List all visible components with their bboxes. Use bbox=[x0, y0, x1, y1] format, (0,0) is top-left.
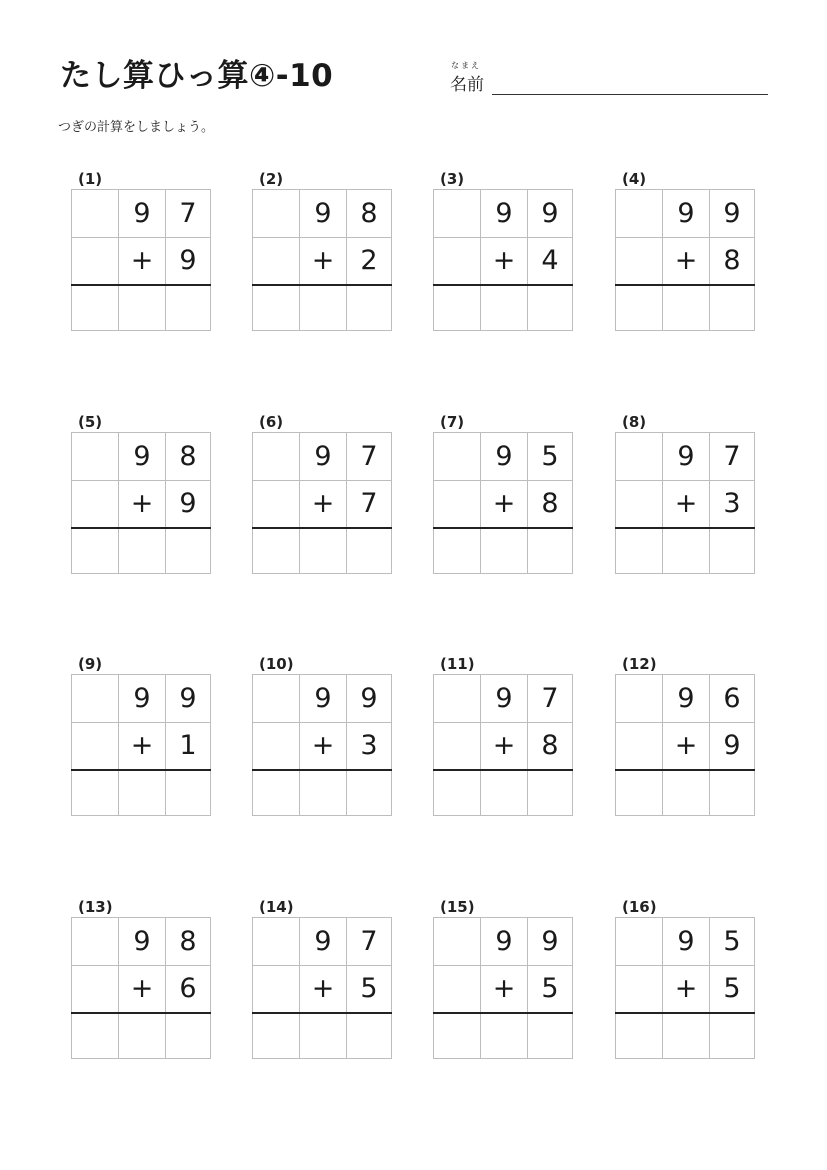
bottom-ones-digit: 9 bbox=[723, 729, 741, 761]
answer-ones-cell[interactable] bbox=[709, 528, 755, 574]
answer-hundreds-cell[interactable] bbox=[434, 528, 480, 574]
answer-tens-cell[interactable] bbox=[663, 528, 709, 574]
answer-ones-cell[interactable] bbox=[527, 770, 573, 816]
problem-label: (15) bbox=[440, 898, 475, 916]
top-tens-digit: 9 bbox=[677, 682, 695, 714]
problem-label: (16) bbox=[622, 898, 657, 916]
problem-label: (5) bbox=[78, 413, 103, 431]
answer-ones-cell[interactable] bbox=[346, 1013, 392, 1059]
problem-label: (10) bbox=[259, 655, 294, 673]
top-ones-digit: 8 bbox=[179, 440, 197, 472]
addition-grid bbox=[252, 674, 392, 816]
answer-hundreds-cell[interactable] bbox=[616, 1013, 662, 1059]
addition-grid bbox=[615, 189, 755, 331]
plus-sign: + bbox=[674, 729, 698, 761]
top-ones-digit: 9 bbox=[541, 197, 559, 229]
addition-grid bbox=[252, 917, 392, 1059]
problem-label: (6) bbox=[259, 413, 284, 431]
top-ones-digit: 8 bbox=[179, 925, 197, 957]
answer-tens-cell[interactable] bbox=[481, 770, 527, 816]
answer-hundreds-cell[interactable] bbox=[434, 285, 480, 331]
addition-grid bbox=[615, 432, 755, 574]
addition-grid bbox=[433, 674, 573, 816]
answer-hundreds-cell[interactable] bbox=[72, 528, 118, 574]
plus-sign: + bbox=[130, 487, 154, 519]
answer-tens-cell[interactable] bbox=[119, 1013, 165, 1059]
top-tens-digit: 9 bbox=[677, 197, 695, 229]
answer-ones-cell[interactable] bbox=[527, 1013, 573, 1059]
top-ones-digit: 9 bbox=[360, 682, 378, 714]
top-tens-digit: 9 bbox=[133, 440, 151, 472]
name-ruby: なまえ bbox=[451, 61, 481, 70]
answer-ones-cell[interactable] bbox=[165, 1013, 211, 1059]
answer-hundreds-cell[interactable] bbox=[616, 528, 662, 574]
addition-grid bbox=[433, 432, 573, 574]
answer-tens-cell[interactable] bbox=[663, 285, 709, 331]
plus-sign: + bbox=[311, 244, 335, 276]
problem-label: (1) bbox=[78, 170, 103, 188]
bottom-ones-digit: 3 bbox=[723, 487, 741, 519]
plus-sign: + bbox=[492, 972, 516, 1004]
plus-sign: + bbox=[311, 972, 335, 1004]
problem-label: (11) bbox=[440, 655, 475, 673]
answer-hundreds-cell[interactable] bbox=[72, 770, 118, 816]
answer-tens-cell[interactable] bbox=[300, 770, 346, 816]
top-ones-digit: 9 bbox=[541, 925, 559, 957]
answer-tens-cell[interactable] bbox=[481, 1013, 527, 1059]
bottom-ones-digit: 1 bbox=[179, 729, 197, 761]
answer-ones-cell[interactable] bbox=[527, 285, 573, 331]
answer-ones-cell[interactable] bbox=[346, 528, 392, 574]
answer-tens-cell[interactable] bbox=[119, 770, 165, 816]
top-ones-digit: 8 bbox=[360, 197, 378, 229]
addition-grid bbox=[71, 917, 211, 1059]
addition-grid bbox=[71, 674, 211, 816]
addition-grid bbox=[433, 917, 573, 1059]
answer-ones-cell[interactable] bbox=[346, 770, 392, 816]
problem-label: (2) bbox=[259, 170, 284, 188]
problem-label: (8) bbox=[622, 413, 647, 431]
bottom-ones-digit: 6 bbox=[179, 972, 197, 1004]
answer-tens-cell[interactable] bbox=[663, 1013, 709, 1059]
bottom-ones-digit: 5 bbox=[360, 972, 378, 1004]
top-tens-digit: 9 bbox=[314, 682, 332, 714]
answer-tens-cell[interactable] bbox=[119, 528, 165, 574]
answer-hundreds-cell[interactable] bbox=[253, 285, 299, 331]
plus-sign: + bbox=[492, 487, 516, 519]
problem-label: (4) bbox=[622, 170, 647, 188]
top-tens-digit: 9 bbox=[133, 682, 151, 714]
top-tens-digit: 9 bbox=[133, 925, 151, 957]
answer-ones-cell[interactable] bbox=[527, 528, 573, 574]
top-tens-digit: 9 bbox=[314, 440, 332, 472]
top-tens-digit: 9 bbox=[495, 925, 513, 957]
top-tens-digit: 9 bbox=[495, 197, 513, 229]
answer-tens-cell[interactable] bbox=[119, 285, 165, 331]
top-ones-digit: 7 bbox=[360, 440, 378, 472]
answer-tens-cell[interactable] bbox=[300, 1013, 346, 1059]
addition-grid bbox=[252, 432, 392, 574]
answer-hundreds-cell[interactable] bbox=[434, 770, 480, 816]
plus-sign: + bbox=[492, 729, 516, 761]
addition-grid bbox=[252, 189, 392, 331]
top-ones-digit: 6 bbox=[723, 682, 741, 714]
top-tens-digit: 9 bbox=[314, 925, 332, 957]
plus-sign: + bbox=[492, 244, 516, 276]
bottom-ones-digit: 9 bbox=[179, 487, 197, 519]
top-tens-digit: 9 bbox=[495, 682, 513, 714]
bottom-ones-digit: 8 bbox=[723, 244, 741, 276]
top-tens-digit: 9 bbox=[495, 440, 513, 472]
bottom-ones-digit: 5 bbox=[723, 972, 741, 1004]
bottom-ones-digit: 7 bbox=[360, 487, 378, 519]
top-ones-digit: 9 bbox=[179, 682, 197, 714]
answer-hundreds-cell[interactable] bbox=[253, 770, 299, 816]
problem-label: (7) bbox=[440, 413, 465, 431]
plus-sign: + bbox=[674, 487, 698, 519]
answer-hundreds-cell[interactable] bbox=[253, 528, 299, 574]
top-ones-digit: 7 bbox=[723, 440, 741, 472]
answer-tens-cell[interactable] bbox=[481, 528, 527, 574]
bottom-ones-digit: 2 bbox=[360, 244, 378, 276]
answer-ones-cell[interactable] bbox=[709, 770, 755, 816]
problem-label: (13) bbox=[78, 898, 113, 916]
plus-sign: + bbox=[130, 972, 154, 1004]
problem-label: (9) bbox=[78, 655, 103, 673]
addition-grid bbox=[433, 189, 573, 331]
problem-label: (14) bbox=[259, 898, 294, 916]
answer-hundreds-cell[interactable] bbox=[72, 285, 118, 331]
plus-sign: + bbox=[130, 244, 154, 276]
bottom-ones-digit: 8 bbox=[541, 729, 559, 761]
bottom-ones-digit: 5 bbox=[541, 972, 559, 1004]
answer-hundreds-cell[interactable] bbox=[253, 1013, 299, 1059]
plus-sign: + bbox=[674, 244, 698, 276]
addition-grid bbox=[615, 917, 755, 1059]
top-tens-digit: 9 bbox=[314, 197, 332, 229]
problem-label: (12) bbox=[622, 655, 657, 673]
answer-ones-cell[interactable] bbox=[165, 770, 211, 816]
name-write-line[interactable] bbox=[492, 94, 768, 95]
top-tens-digit: 9 bbox=[677, 925, 695, 957]
addition-grid bbox=[71, 432, 211, 574]
bottom-ones-digit: 4 bbox=[541, 244, 559, 276]
name-label: 名前 bbox=[450, 75, 484, 95]
instruction-text: つぎの計算をしましょう。 bbox=[58, 120, 215, 135]
answer-hundreds-cell[interactable] bbox=[616, 770, 662, 816]
answer-tens-cell[interactable] bbox=[481, 285, 527, 331]
top-ones-digit: 7 bbox=[179, 197, 197, 229]
answer-tens-cell[interactable] bbox=[300, 285, 346, 331]
answer-ones-cell[interactable] bbox=[709, 285, 755, 331]
answer-tens-cell[interactable] bbox=[663, 770, 709, 816]
top-ones-digit: 5 bbox=[723, 925, 741, 957]
top-tens-digit: 9 bbox=[677, 440, 695, 472]
top-ones-digit: 9 bbox=[723, 197, 741, 229]
bottom-ones-digit: 8 bbox=[541, 487, 559, 519]
answer-hundreds-cell[interactable] bbox=[72, 1013, 118, 1059]
answer-ones-cell[interactable] bbox=[165, 285, 211, 331]
problem-label: (3) bbox=[440, 170, 465, 188]
answer-tens-cell[interactable] bbox=[300, 528, 346, 574]
answer-hundreds-cell[interactable] bbox=[434, 1013, 480, 1059]
top-tens-digit: 9 bbox=[133, 197, 151, 229]
answer-ones-cell[interactable] bbox=[165, 528, 211, 574]
top-ones-digit: 5 bbox=[541, 440, 559, 472]
addition-grid bbox=[71, 189, 211, 331]
worksheet-title: たし算ひっ算④-10 bbox=[60, 58, 334, 94]
addition-grid bbox=[615, 674, 755, 816]
plus-sign: + bbox=[311, 729, 335, 761]
plus-sign: + bbox=[130, 729, 154, 761]
bottom-ones-digit: 9 bbox=[179, 244, 197, 276]
answer-hundreds-cell[interactable] bbox=[616, 285, 662, 331]
answer-ones-cell[interactable] bbox=[709, 1013, 755, 1059]
bottom-ones-digit: 3 bbox=[360, 729, 378, 761]
top-ones-digit: 7 bbox=[360, 925, 378, 957]
plus-sign: + bbox=[674, 972, 698, 1004]
top-ones-digit: 7 bbox=[541, 682, 559, 714]
plus-sign: + bbox=[311, 487, 335, 519]
answer-ones-cell[interactable] bbox=[346, 285, 392, 331]
